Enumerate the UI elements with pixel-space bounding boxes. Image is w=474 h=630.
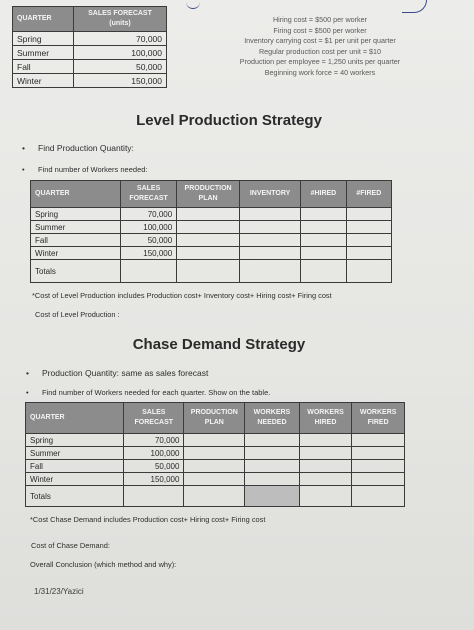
param-beginning-workforce: Beginning work force = 40 workers [264,67,376,77]
forecast-cell: 50,000 [124,460,184,473]
header-production-plan: PRODUCTION PLAN [184,403,245,434]
table-row [26,473,405,486]
cost-parameters [200,15,440,79]
table-row [31,234,392,247]
forecast-cell: 100,000 [120,221,176,234]
forecast-cell: 50,000 [120,234,176,247]
header-quarter: QUARTER [13,7,74,32]
inventory-cell[interactable] [239,208,300,221]
header-hired: #HIRED [301,181,346,208]
table-row-totals [26,486,405,507]
table-row [13,74,167,88]
bullet-workers-needed [22,165,148,174]
level-cost-label: Cost of Level Production : [35,310,120,319]
hired-total-cell[interactable] [301,260,346,283]
hired-cell[interactable] [301,208,346,221]
table-row [31,208,392,221]
production-plan-cell[interactable] [184,447,245,460]
table-row [13,60,167,74]
header-inventory: INVENTORY [239,181,300,208]
workers-needed-total-cell-shaded [245,486,300,507]
bullet-production-quantity [22,143,134,153]
hired-cell[interactable] [301,234,346,247]
param-firing-cost: Firing cost = $500 per worker [273,25,367,35]
workers-fired-total-cell[interactable] [352,486,405,507]
inventory-cell[interactable] [239,247,300,260]
table-header-row [13,7,167,32]
forecast-cell: 70,000 [120,208,176,221]
inventory-cell[interactable] [239,221,300,234]
forecast-cell: 50,000 [74,60,167,74]
forecast-cell: 150,000 [124,473,184,486]
production-plan-cell[interactable] [184,473,245,486]
bullet-dot: • [22,143,25,153]
fired-total-cell[interactable] [346,260,391,283]
table-row [26,434,405,447]
sales-forecast-table [12,6,167,88]
forecast-cell: 70,000 [124,434,184,447]
header-workers-needed: WORKERS NEEDED [245,403,300,434]
chase-cost-label: Cost of Chase Demand: [31,541,110,550]
header-sales-forecast: SALES FORECAST (units) [74,7,167,32]
header-quarter: QUARTER [26,403,124,434]
production-plan-total-cell[interactable] [177,260,240,283]
bullet-text: Find number of Workers needed for each quarter. Show on the table. [42,388,271,397]
table-row [31,221,392,234]
header-sales-forecast: SALES FORECAST [124,403,184,434]
chase-cost-note: *Cost Chase Demand includes Production cost+ Hiring cost+ Firing cost [30,515,266,524]
quarter-cell: Fall [13,60,74,74]
fired-cell[interactable] [346,247,391,260]
footer-date: 1/31/23/Yazici [34,587,84,596]
table-row [26,447,405,460]
quarter-cell: Fall [26,460,124,473]
chase-demand-table [25,402,405,507]
param-hiring-cost: Hiring cost = $500 per worker [272,15,368,24]
table-row [31,247,392,260]
workers-needed-cell[interactable] [245,434,300,447]
chase-demand-title: Chase Demand Strategy [132,336,306,353]
inventory-total-cell[interactable] [239,260,300,283]
table-row [13,46,167,60]
workers-hired-cell[interactable] [299,473,352,486]
bullet-text: Find Production Quantity: [38,143,134,153]
bullet-production-quantity [26,368,208,378]
workers-fired-cell[interactable] [352,473,405,486]
workers-hired-cell[interactable] [299,434,352,447]
totals-label: Totals [31,260,121,283]
workers-hired-cell[interactable] [299,460,352,473]
production-plan-total-cell[interactable] [184,486,245,507]
workers-fired-cell[interactable] [352,460,405,473]
workers-fired-cell[interactable] [352,447,405,460]
workers-hired-cell[interactable] [299,447,352,460]
quarter-cell: Spring [26,434,124,447]
forecast-total-cell[interactable] [124,486,184,507]
quarter-cell: Spring [31,208,121,221]
bullet-workers-needed [26,388,270,397]
production-plan-cell[interactable] [177,221,240,234]
header-quarter: QUARTER [31,181,121,208]
bullet-text: Find number of Workers needed: [38,165,148,174]
pen-mark [186,0,200,9]
header-fired: #FIRED [346,181,391,208]
param-production-per-employee: Production per employee = 1,250 units per quarter [239,57,401,67]
hired-cell[interactable] [301,247,346,260]
bullet-dot: • [22,165,25,174]
level-cost-note: *Cost of Level Production includes Production cost+ Inventory cost+ Hiring cost+ Firing cost [32,291,332,300]
param-inventory-cost: Inventory carrying cost = $1 per unit per quarter [244,36,396,46]
inventory-cell[interactable] [239,234,300,247]
quarter-cell: Winter [13,74,74,88]
quarter-cell: Winter [31,247,121,260]
table-row [26,460,405,473]
bullet-text: Production Quantity: same as sales forecast [42,368,209,378]
quarter-cell: Summer [26,447,124,460]
level-production-title: Level Production Strategy [136,112,322,129]
table-row-totals [31,260,392,283]
production-plan-cell[interactable] [184,460,245,473]
forecast-cell: 100,000 [124,447,184,460]
fired-cell[interactable] [346,234,391,247]
production-plan-cell[interactable] [177,234,240,247]
overall-conclusion-label: Overall Conclusion (which method and why): [30,560,177,569]
header-sales-forecast: SALES FORECAST [120,181,176,208]
forecast-cell: 150,000 [120,247,176,260]
quarter-cell: Winter [26,473,124,486]
hired-cell[interactable] [301,221,346,234]
pen-mark [402,0,427,13]
header-production-plan: PRODUCTION PLAN [177,181,240,208]
forecast-cell: 70,000 [74,32,167,46]
forecast-cell: 100,000 [74,46,167,60]
totals-label: Totals [26,486,124,507]
production-plan-cell[interactable] [184,434,245,447]
quarter-cell: Summer [13,46,74,60]
bullet-dot: • [26,388,29,397]
fired-cell[interactable] [346,208,391,221]
level-production-table [30,180,392,283]
quarter-cell: Summer [31,221,121,234]
table-row [13,32,167,46]
fired-cell[interactable] [346,221,391,234]
workers-hired-total-cell[interactable] [299,486,352,507]
header-workers-fired: WORKERS FIRED [352,403,405,434]
workers-needed-cell[interactable] [245,473,300,486]
quarter-cell: Spring [13,32,74,46]
workers-needed-cell[interactable] [245,460,300,473]
table-header-row [31,181,392,208]
forecast-total-cell[interactable] [120,260,176,283]
workers-needed-cell[interactable] [245,447,300,460]
param-production-cost: Regular production cost per unit = $10 [258,46,382,56]
bullet-dot: • [26,368,29,378]
workers-fired-cell[interactable] [352,434,405,447]
quarter-cell: Fall [31,234,121,247]
header-workers-hired: WORKERS HIRED [299,403,352,434]
table-header-row [26,403,405,434]
production-plan-cell[interactable] [177,208,240,221]
production-plan-cell[interactable] [177,247,240,260]
forecast-cell: 150,000 [74,74,167,88]
